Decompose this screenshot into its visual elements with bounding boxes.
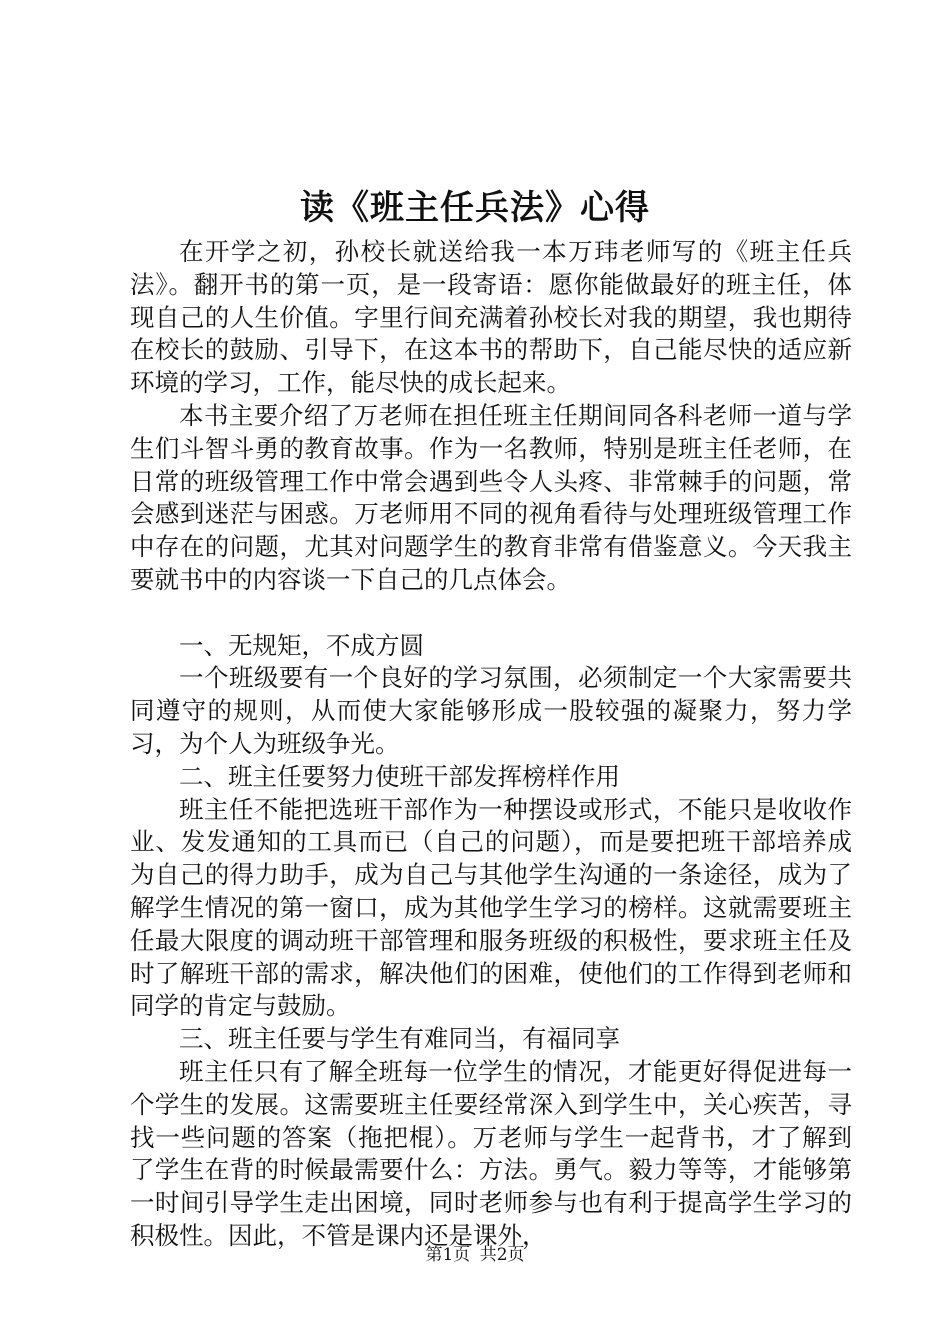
document-body bbox=[130, 236, 852, 1253]
paragraph-gap bbox=[130, 597, 852, 630]
section-heading-1: 一、无规矩，不成方圆 bbox=[179, 630, 424, 660]
document-title: 读《班主任兵法》心得 bbox=[300, 188, 650, 228]
section-heading-2: 二、班主任要努力使班干部发挥榜样作用 bbox=[179, 761, 620, 791]
section-heading-3: 三、班主任要与学生有难同当，有福同享 bbox=[179, 1024, 620, 1054]
paragraph-summary: 本书主要介绍了万老师在担任班主任期间同各科老师一道与学生们斗智斗勇的教育故事。作为一名教师，特别是班主任老师，在日常的班级管理工作中常会遇到些令人头疼、非常棘手的问题，常会感到迷茫与困惑。万老师用不同的视角看待与处理班级管理工作中存在的问题，尤其对问题学生的教育非常有借鉴意义。今天我主要就书中的内容谈一下自己的几点体会。 bbox=[130, 400, 852, 594]
section-text-2: 班主任不能把选班干部作为一种摆设或形式，不能只是收收作业、发发通知的工具而已（自己的问题），而是要把班干部培养成为自己的得力助手，成为自己与其他学生沟通的一条途径，成为了解学生情况的第一窗口，成为其他学生学习的榜样。这就需要班主任最大限度的调动班干部管理和服务班级的积极性，要求班主任及时了解班干部的需求，解决他们的困难，使他们的工作得到老师和同学的肯定与鼓励。 bbox=[130, 794, 852, 1021]
section-text-3: 班主任只有了解全班每一位学生的情况，才能更好得促进每一个学生的发展。这需要班主任要经常深入到学生中，关心疾苦，寻找一些问题的答案（拖把棍）。万老师与学生一起背书，才了解到了学生在背的时候最需要什么：方法。勇气。毅力等等，才能够第一时间引导学生走出困境，同时老师参与也有利于提高学生学习的积极性。因此，不管是课内还是课外， bbox=[130, 1056, 852, 1250]
paragraph-intro: 在开学之初，孙校长就送给我一本万玮老师写的《班主任兵法》。翻开书的第一页，是一段寄语：愿你能做最好的班主任，体现自己的人生价值。字里行间充满着孙校长对我的期望，我也期待在校长的鼓励、引导下，在这本书的帮助下，自己能尽快的适应新环境的学习，工作，能尽快的成长起来。 bbox=[130, 237, 852, 398]
page-number-current: 第1页 bbox=[425, 1245, 471, 1265]
section-text-1: 一个班级要有一个良好的学习氛围，必须制定一个大家需要共同遵守的规则，从而使大家能够形成一股较强的凝聚力，努力学习，为个人为班级争光。 bbox=[130, 663, 852, 758]
page-footer bbox=[0, 1243, 950, 1267]
page-number-total: 共2页 bbox=[479, 1245, 525, 1265]
